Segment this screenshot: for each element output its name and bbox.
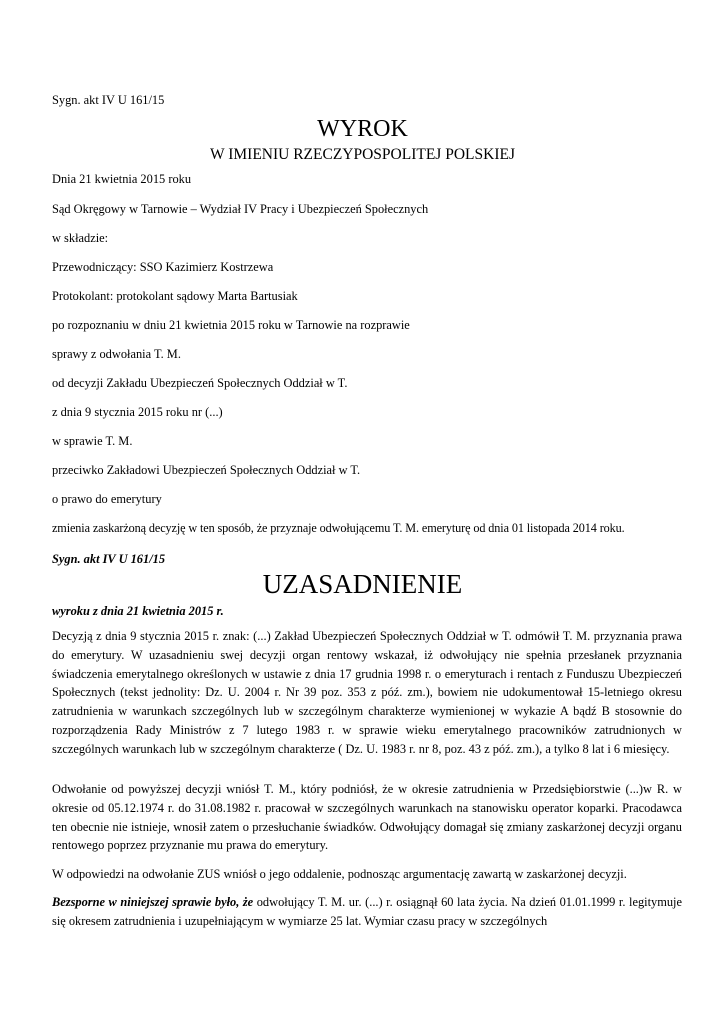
verdict-line: Sąd Okręgowy w Tarnowie – Wydział IV Pracy i Ubezpieczeń Społecznych [52,202,429,216]
verdict-line: Przewodniczący: SSO Kazimierz Kostrzewa [52,260,274,274]
verdict-line: od decyzji Zakładu Ubezpieczeń Społecznych Oddział w T. [52,376,348,390]
verdict-title: WYROK [317,116,408,142]
justification-paragraph [52,780,682,855]
paragraph-text [52,893,682,931]
verdict-line: w składzie: [52,231,109,245]
verdict-line: o prawo do emerytury [52,492,162,506]
verdict-line: Dnia 21 kwietnia 2015 roku [52,172,192,186]
case-signature: Sygn. akt IV U 161/15 [52,93,165,107]
justification-title: UZASADNIENIE [262,569,463,599]
justification-paragraph [52,865,682,884]
paragraph-lead: Bezsporne w niniejszej sprawie było, że [52,895,254,909]
verdict-line: z dnia 9 stycznia 2015 roku nr (...) [52,405,223,419]
verdict-decision: zmienia zaskarżoną decyzję w ten sposób, że przyznaje odwołującemu T. M. emeryturę od dnia 01 listopada 2014 roku. [52,521,625,535]
paragraph-body: odwołujący T. M. ur. (...) r. osiągnął 60 lata życia. Na dzień 01.01.1999 r. legitymuje się okresem zatrudnienia i uzupełniającym w wymiarze 25 lat. Wymiar czasu pracy w szczególnych [52,895,682,928]
justification-subtitle: wyroku z dnia 21 kwietnia 2015 r. [52,604,224,618]
verdict-line: w sprawie T. M. [52,434,133,448]
verdict-subtitle: W IMIENIU RZECZYPOSPOLITEJ POLSKIEJ [210,146,515,163]
justification-paragraph [52,627,682,759]
justification-signature: Sygn. akt IV U 161/15 [52,552,166,566]
verdict-line: przeciwko Zakładowi Ubezpieczeń Społecznych Oddział w T. [52,463,361,477]
justification-paragraph [52,893,682,931]
paragraph-text: Decyzją z dnia 9 stycznia 2015 r. znak: (...) Zakład Ubezpieczeń Społecznych Oddział w T. odmówił T. M. przyznania prawa do emerytury. W uzasadnieniu swej decyzji organ rentowy wskazał, iż odwołujący nie spełnia przesłanek przyznania świadczenia emerytalnego określonych w ustawie z dnia 17 grudnia 1998 r. o emeryturach i rentach z Funduszu Ubezpieczeń Społecznych (tekst jednolity: Dz. U. 2004 r. Nr 39 poz. 353 z póź. zm.), bowiem nie udokumentował 15-letniego okresu zatrudnienia w warunkach szczególnych lub w szczególnym charakterze wymienionej w wykazie A bądź B stosownie do rozporządzenia Rady Ministrów z 7 lutego 1983 r. w sprawie wieku emerytalnego pracowników zatrudnionych w szczególnych warunkach lub w szczególnym charakterze ( Dz. U. 1983 r. nr 8, poz. 43 z póź. zm.), a tylko 8 lat i 6 miesięcy. [52,629,682,756]
verdict-line: sprawy z odwołania T. M. [52,347,181,361]
verdict-line: Protokolant: protokolant sądowy Marta Bartusiak [52,289,298,303]
verdict-line: po rozpoznaniu w dniu 21 kwietnia 2015 roku w Tarnowie na rozprawie [52,318,410,332]
paragraph-text: Odwołanie od powyższej decyzji wniósł T. M., który podniósł, że w okresie zatrudnienia w Przedsiębiorstwie (...)w R. w okresie od 05.12.1974 r. do 31.08.1982 r. pracował w szczególnych warunkach na stanowisku operator koparki. Pracodawca ten obecnie nie istnieje, wnosił zatem o przesłuchanie świadków. Odwołujący domagał się zmiany zaskarżonej decyzji organu rentowego poprzez przyznanie mu prawa do emerytury. [52,782,682,853]
paragraph-text: W odpowiedzi na odwołanie ZUS wniósł o jego oddalenie, podnosząc argumentację zawartą w zaskarżonej decyzji. [52,867,627,881]
